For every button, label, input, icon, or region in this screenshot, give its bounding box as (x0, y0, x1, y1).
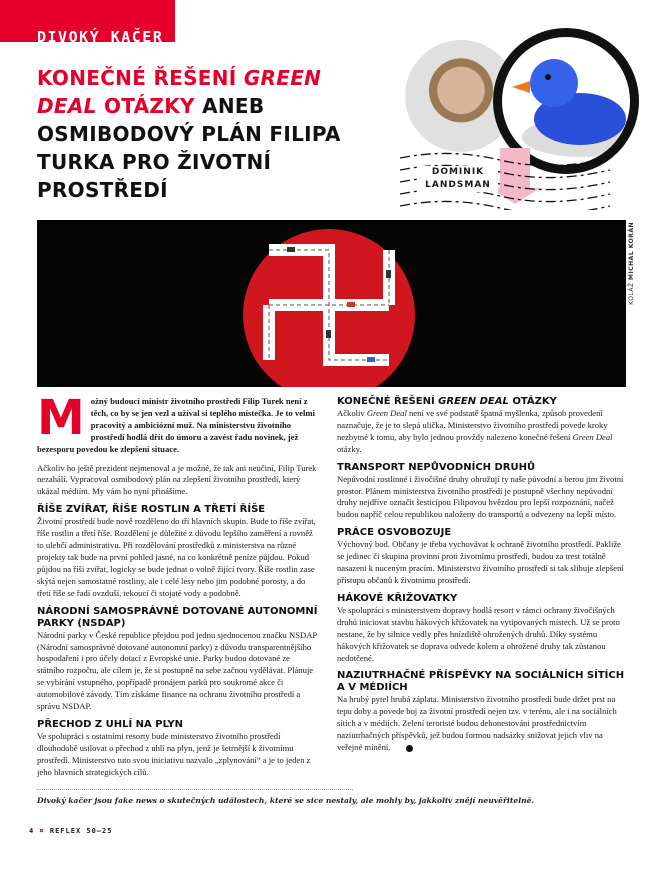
section-body: Ve spolupráci s ostatními resorty bude ministerstvo životního prostředí dlouhodobě usilovat o přechod z uhlí na plyn, jenž je šetrnější k životnímu prostředí. Ministerstvo tuto svou iniciativu nazvalo „zplynování“ a je to jeden z jeho hlavních strategických cílů. (37, 730, 311, 777)
credit-label: KOLÁŽ (628, 282, 635, 305)
section-heading: HÁKOVÉ KŘIŽOVATKY (337, 592, 458, 604)
body-part: Ačkoliv (337, 408, 367, 418)
section-heading: ŘÍŠE ZVÍŘAT, ŘÍŠE ROSTLIN A TŘETÍ ŘÍŠE (37, 504, 266, 516)
rubric-banner (0, 0, 175, 42)
rubric-label: DIVOKÝ KAČER (37, 28, 164, 42)
left-column (37, 396, 319, 785)
article-content (29, 396, 627, 835)
section-body: Nepůvodní rostlinné i živočišné druhy ohrožují ty naše původní a berou jim životní prostor. Plánem ministerstva životního prostředí je postupně všechny nepůvodní druhy nejdříve označit šesticípou Filipovou hvězdou pro lepší rozpoznání, načež budou napříč celou republikou naloženy do transportů a odvezeny na lepší místo. (337, 473, 624, 520)
body-part: není ve své podstatě špatná myšlenka, způsob provedení naznačuje, že je to slepá ulička. Ministerstvo životního prostředí povede kroky nezbytné k tomu, aby bylo jednou provždy nalezeno konečné řešení (337, 408, 608, 442)
section-body: Výchovný bod. Občany je třeba vychovávat k ochraně životního prostředí. Pakliže se jedinec či skupina provinní proti životnímu prostředí, budou za trest totálně nasazeni k nuceným pracím. Ministerstvo životního prostředí si tak slibuje zlepšení přístupu občanů k životnímu prostředí. (337, 539, 624, 585)
section-heading: PŘECHOD Z UHLÍ NA PLYN (37, 718, 183, 730)
section-body (337, 694, 627, 754)
collage-image (37, 220, 626, 387)
author-byline (418, 166, 498, 192)
article-title (37, 64, 382, 204)
disclaimer: Divoký kačer jsou fake news o skutečných událostech, které se sice nestaly, ale mohly by, jakkoliv znějí neuvěřitelně. (37, 795, 535, 805)
body-italic: Green Deal (572, 431, 613, 442)
author-first-name: DOMINIK (431, 167, 485, 177)
photo-credit (628, 222, 635, 305)
section-body (337, 408, 627, 456)
heading-part: KONEČNÉ ŘEŠENÍ (337, 396, 439, 407)
body-part: otázky. (337, 443, 362, 454)
section-heading: NÁRODNÍ SAMOSPRÁVNÉ DOTOVANÉ AUTONOMNÍ PARKY (NSDAP) (37, 605, 318, 629)
body-text: Na hrubý pytel hrubá záplata. Ministerstvo životního prostředí bude držet prst na tepu doby a povede boj za životní prostředí nejen tzv. v terénu, ale i na sociálních sítích a v médiích. Zelení teroristé budou dehonestováni prostřednictvím naziutrhačných příspěvků, jež budou formou nadsázky snižovat jejich vliv na veřejné mínění. (337, 694, 617, 753)
section-heading: PRÁCE OSVOBOZUJE (337, 527, 452, 539)
section-body: Ve spolupráci s ministerstvem dopravy hodlá resort v rámci ochrany živočišných druhů iniciovat stavbu hákových křižovatek na vytipovaných místech. Už se proto nestane, že by silnice vedly přes hnízdiště ohrožených druhů. Díky systému hákových křižovatek se doprava odvede kolem a ohrožené druhy tak zůstanou nedotčené. (337, 604, 620, 663)
heading-part: OTÁZKY (508, 396, 557, 407)
heading-italic: GREEN DEAL (438, 396, 509, 407)
author-last-name: LANDSMAN (425, 180, 491, 190)
lead-text: ožný budoucí ministr životního prostředí Filip Turek není z těch, co by se jen vezl a užíval si teplého místečka. Je to velmi pracovitý a ambiciózní muž. Na ministerstvu životního prostředí hodlá dřít do úmoru a zavést řadu novinek, jež bezesporu povedou ke zlepšení situace. (37, 396, 315, 454)
section-heading: TRANSPORT NEPŮVODNÍCH DRUHŮ (337, 461, 536, 473)
title-rest: ANEB OSMIBODOVÝ PLÁN FILIPA TURKA PRO ŽIVOTNÍ PROSTŘEDÍ (37, 94, 341, 202)
title-red-part: KONEČNÉ ŘEŠENÍ (37, 66, 244, 90)
section-heading: NAZIUTRHAČNÉ PŘÍSPĚVKY NA SOCIÁLNÍCH SÍTÍCH A V MÉDIÍCH (337, 670, 625, 694)
section-body: Životní prostředí bude nově rozděleno do tří hlavních skupin. Bude to říše zvířat, říše rostlin a třetí říše. Rozdělení je důležité z důvodu lepšího zaměření a rovněž to ulehčí administrativu. Při rozdělování prostředků z ministerstva na různé projekty tak bude na první pohled jasné, na co konkrétně peníze půjdou. Pokud půjdou na říši zvířat, logicky se bude jednat o volně žijící tvory. Říše rostlin zase skýtá nejen samostatné rostliny, ale i celé lesy nebo jim podobné porosty, a do třetí říše se řadí ovzduší, tekoucí či stojaté vody a podobně. (37, 516, 316, 598)
lead-paragraph (37, 396, 319, 456)
drop-cap: M (37, 396, 85, 446)
reflex-x-icon: ✖ (39, 826, 45, 835)
section-heading (337, 396, 627, 408)
page-folio (29, 827, 627, 835)
divider (37, 789, 353, 790)
end-mark-icon (406, 745, 413, 752)
right-column (337, 396, 627, 760)
issue-label: REFLEX 50—25 (49, 826, 113, 835)
body-italic: Green Deal (366, 408, 407, 418)
title-red-italic: GREEN DEAL (37, 66, 322, 118)
article-columns (37, 396, 627, 785)
intro-paragraph: Ačkoliv ho ještě prezident nejmenoval a je možné, že tak ani neučiní, Filip Turek nezahálí. Vypracoval osmibodový plán na zlepšení životního prostředí, který ukázal médiím. My vám ho nyní přinášíme. (37, 462, 317, 497)
credit-name: MICHAL KORÁN (628, 222, 635, 280)
title-red-part-2: OTÁZKY (103, 94, 195, 118)
section-body: Národní parky v České republice přejdou pod jednu sjednocenou značku NSDAP (Národní samosprávné dotované autonomní parky) z důvodu transparentnějšího hospodaření i pro účely dotací z Evropské unie. Parky budou dotované ze státního rozpočtu, ale cílem je, že si postupně na sebe začnou vydělávat. Plánuje se vybírání vstupného, popřípadě pronájem parků pro soukromé akce či automobilové závody. Tím získáme finance na ochranu životního prostředí a správu NSDAP. (37, 629, 317, 712)
page-number: 4 (29, 826, 35, 835)
